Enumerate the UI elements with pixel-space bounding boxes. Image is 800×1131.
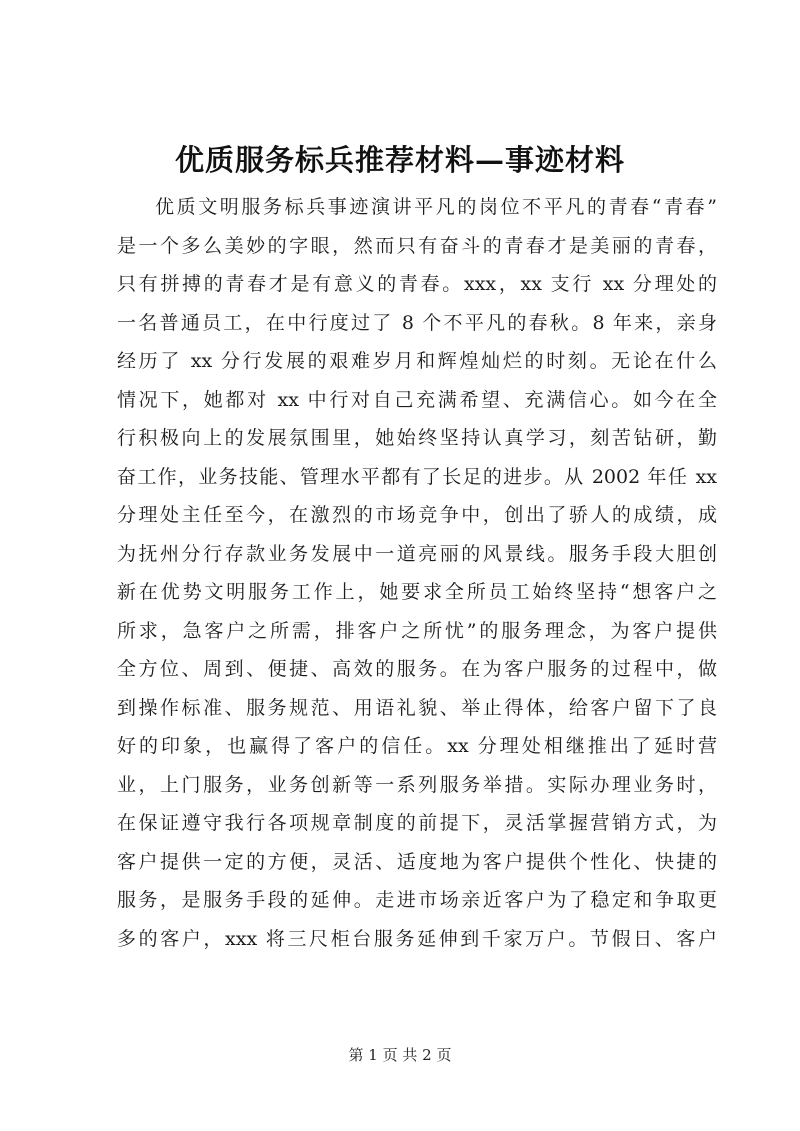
body-line: 所求，急客户之所需，排客户之所忧”的服务理念，为客户提供	[117, 619, 717, 642]
body-line: 只有拼搏的青春才是有意义的青春。xxx，xx 支行 xx 分理处的	[117, 273, 717, 295]
body-line: 经历了 xx 分行发展的艰难岁月和辉煌灿烂的时刻。无论在什么	[117, 350, 717, 372]
body-line: 一名普通员工，在中行度过了 8 个不平凡的春秋。8 年来，亲身	[117, 311, 717, 334]
body-line: 为抚州分行存款业务发展中一道亮丽的风景线。服务手段大胆创	[117, 542, 717, 565]
body-line: 全方位、周到、便捷、高效的服务。在为客户服务的过程中，做	[117, 658, 717, 680]
body-line: 业，上门服务，业务创新等一系列服务举措。实际办理业务时，	[117, 773, 717, 796]
body-line: 服务，是服务手段的延伸。走进市场亲近客户为了稳定和争取更	[117, 889, 717, 911]
body-line: 行积极向上的发展氛围里，她始终坚持认真学习，刻苦钻研，勤	[117, 427, 717, 449]
body-line: 是一个多么美妙的字眼，然而只有奋斗的青春才是美丽的青春，	[117, 234, 717, 257]
body-line: 情况下，她都对 xx 中行对自己充满希望、充满信心。如今在全	[117, 388, 717, 411]
body-line: 新在优势文明服务工作上，她要求全所员工始终坚持“想客户之	[117, 581, 717, 603]
body-line: 客户提供一定的方便，灵活、适度地为客户提供个性化、快捷的	[117, 850, 717, 873]
body-line: 在保证遵守我行各项规章制度的前提下，灵活掌握营销方式，为	[117, 812, 717, 834]
document-body	[117, 188, 717, 958]
body-line: 分理处主任至今，在激烈的市场竞争中，创出了骄人的成绩，成	[117, 504, 717, 526]
body-line: 奋工作，业务技能、管理水平都有了长足的进步。从 2002 年任 xx	[117, 465, 717, 488]
document-title: 优质服务标兵推荐材料—事迹材料	[174, 143, 625, 177]
body-line: 到操作标准、服务规范、用语礼貌、举止得体，给客户留下了良	[117, 696, 717, 719]
body-line: 多的客户，xxx 将三尺柜台服务延伸到千家万户。节假日、客户	[117, 927, 717, 950]
body-line: 好的印象，也赢得了客户的信任。xx 分理处相继推出了延时营	[117, 735, 717, 757]
page-number-footer: 第 1 页 共 2 页	[348, 1046, 452, 1064]
body-line: 优质文明服务标兵事迹演讲平凡的岗位不平凡的青春“青春”	[155, 196, 717, 218]
